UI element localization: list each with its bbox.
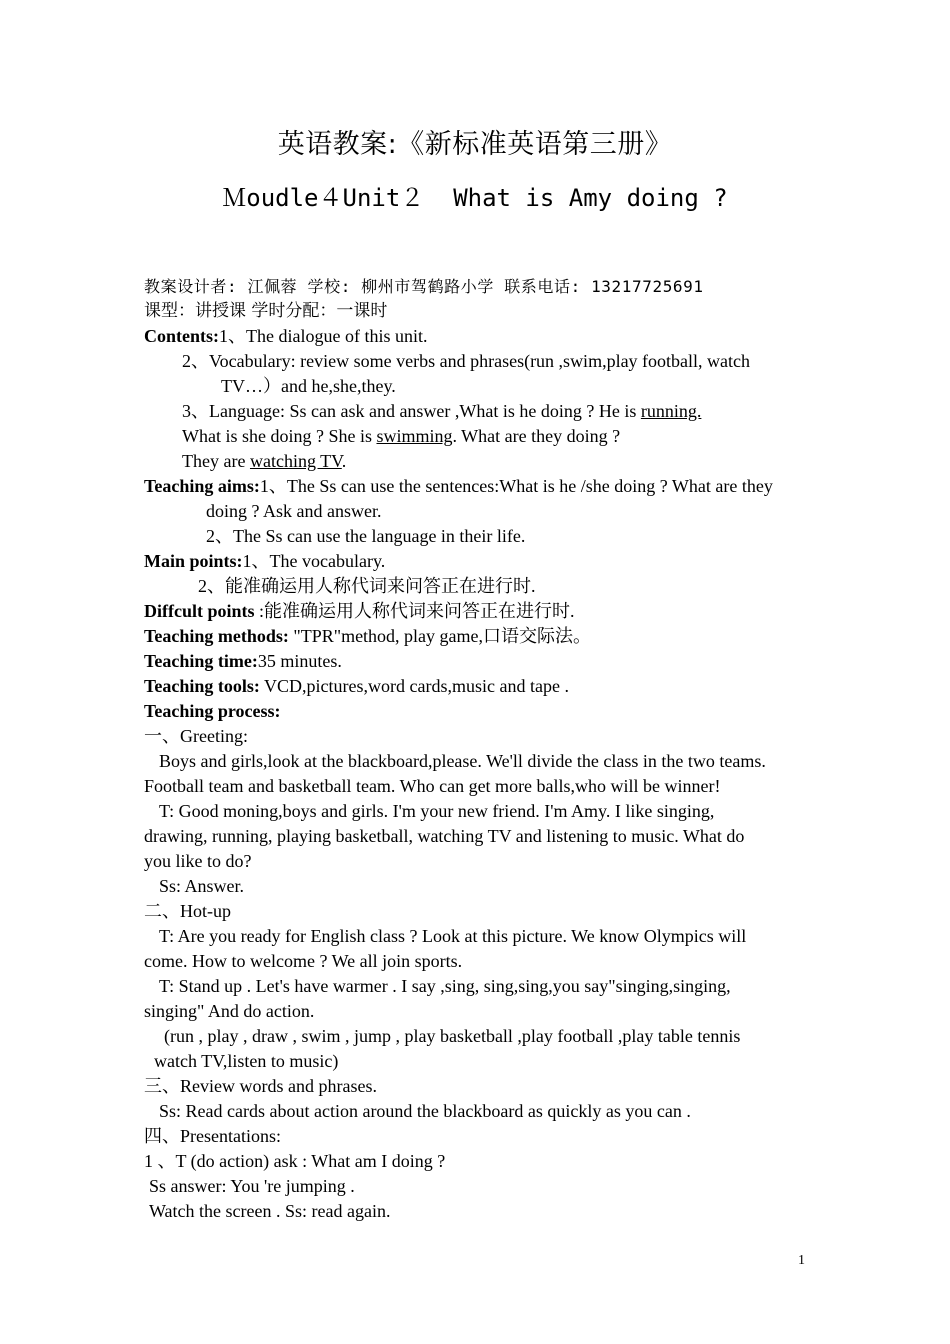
contents-item-continued	[144, 449, 814, 474]
designer-line: 教案设计者: 江佩蓉 学校: 柳州市驾鹤路小学 联系电话: 13217725691	[144, 277, 704, 296]
paragraph-line: Ss answer: You 're jumping .	[149, 1176, 355, 1196]
contents-text: What is she doing ? She is	[182, 426, 377, 446]
document-title: 英语教案:《新标准英语第三册》	[277, 129, 673, 160]
section-heading-greeting: 一、Greeting:	[144, 726, 248, 746]
document-body	[144, 274, 814, 1224]
paragraph-line: Boys and girls,look at the blackboard,please. We'll divide the class in the two teams.	[159, 751, 766, 771]
contents-label: Contents:	[144, 326, 219, 346]
difficult-points-text: :能准确运用人称代词来问答正在进行时.	[254, 601, 575, 621]
teaching-aims-item: 1、The Ss can use the sentences:What is he /she doing ? What are they	[259, 476, 773, 496]
contents-item: 2、Vocabulary: review some verbs and phrases(run ,swim,play football, watch	[182, 351, 751, 371]
contents-line	[144, 324, 814, 349]
contents-text: .	[341, 451, 347, 471]
contents-item	[144, 399, 814, 424]
teaching-time-label: Teaching time:	[144, 651, 258, 671]
teaching-aims-item: 2、The Ss can use the language in their life.	[206, 526, 526, 546]
underlined-word: watching TV	[249, 451, 342, 471]
teaching-time-text: 35 minutes.	[257, 651, 342, 671]
teaching-aims-item-continued: doing ? Ask and answer.	[206, 501, 382, 521]
teaching-tools-line	[144, 674, 814, 699]
paragraph-line: watch TV,listen to music)	[154, 1051, 339, 1071]
document-subtitle: Ｍoudle４Unit２ What is Amy doing ?	[222, 184, 728, 212]
contents-text: They are	[182, 451, 250, 471]
page-number: 1	[798, 1253, 805, 1268]
paragraph-line: Watch the screen . Ss: read again.	[149, 1201, 391, 1221]
teaching-process-heading: Teaching process:	[144, 701, 281, 721]
paragraph-line: you like to do?	[144, 851, 252, 871]
paragraph-line: Ss: Answer.	[159, 876, 245, 896]
teaching-methods-line	[144, 624, 814, 649]
paragraph-line: T: Good moning,boys and girls. I'm your new friend. I'm Amy. I like singing,	[159, 801, 715, 821]
teaching-methods-text: "TPR"method, play game,口语交际法。	[288, 626, 592, 646]
section-heading-review: 三、Review words and phrases.	[144, 1076, 377, 1096]
main-points-label: Main points:	[144, 551, 243, 571]
teaching-methods-label: Teaching methods:	[144, 626, 289, 646]
paragraph-line: Football team and basketball team. Who can get more balls,who will be winner!	[144, 776, 721, 796]
underlined-word: swimming	[376, 426, 453, 446]
contents-item: 1、The dialogue of this unit.	[219, 326, 428, 346]
paragraph-line: Ss: Read cards about action around the blackboard as quickly as you can .	[159, 1101, 691, 1121]
paragraph-line: come. How to welcome ? We all join sports.	[144, 951, 463, 971]
difficult-points-line	[144, 599, 814, 624]
contents-text: . What are they doing ?	[452, 426, 621, 446]
contents-item-continued	[144, 424, 814, 449]
main-points-item: 2、能准确运用人称代词来问答正在进行时.	[198, 576, 536, 596]
teaching-tools-label: Teaching tools:	[144, 676, 260, 696]
section-heading-presentations: 四、Presentations:	[144, 1126, 281, 1146]
teaching-aims-label: Teaching aims:	[144, 476, 260, 496]
lesson-type-line: 课型：讲授课 学时分配：一课时	[144, 301, 388, 321]
teaching-tools-text: VCD,pictures,word cards,music and tape .	[259, 676, 569, 696]
main-points-line	[144, 549, 814, 574]
paragraph-line: singing" And do action.	[144, 1001, 315, 1021]
section-heading-hot-up: 二、Hot-up	[144, 901, 231, 921]
paragraph-line: T: Stand up . Let's have warmer . I say ,sing, sing,sing,you say"singing,singing,	[159, 976, 731, 996]
contents-text: 3、Language: Ss can ask and answer ,What is he doing ? He is	[182, 401, 641, 421]
underlined-word: running.	[640, 401, 702, 421]
paragraph-line: (run , play , draw , swim , jump , play basketball ,play football ,play table tennis	[164, 1026, 741, 1046]
contents-item-continued: TV…）and he,she,they.	[221, 376, 396, 396]
teaching-aims-line	[144, 474, 814, 499]
difficult-points-label: Diffcult points	[144, 601, 255, 621]
paragraph-line: drawing, running, playing basketball, watching TV and listening to music. What do	[144, 826, 745, 846]
main-points-item: 1、The vocabulary.	[242, 551, 386, 571]
teaching-time-line	[144, 649, 814, 674]
paragraph-line: 1 、T (do action) ask : What am I doing ?	[144, 1151, 446, 1171]
paragraph-line: T: Are you ready for English class ? Look at this picture. We know Olympics will	[159, 926, 747, 946]
